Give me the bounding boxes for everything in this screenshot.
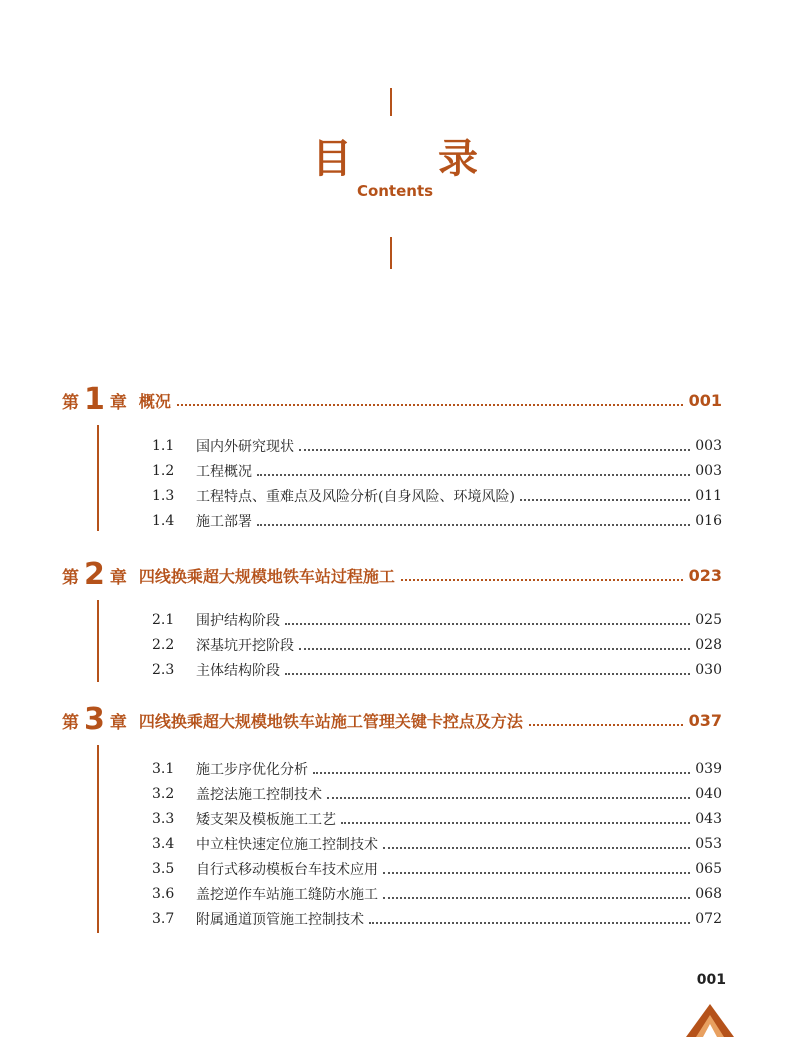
section-title: 自行式移动模板台车技术应用 [196,862,378,878]
leader-dots [313,772,690,774]
toc-entry[interactable] [152,809,722,829]
section-page: 016 [695,513,722,529]
chapter-bar [97,600,99,682]
toc-entry[interactable] [152,884,722,904]
toc-entry[interactable] [152,610,722,630]
chapter-page: 001 [688,390,722,410]
section-number: 3.2 [152,786,175,802]
leader-dots [285,673,690,675]
leader-dots [327,797,690,799]
toc-entry[interactable] [152,859,722,879]
toc-entry[interactable] [152,909,722,929]
leader-dots [341,822,690,824]
leader-dots [285,623,690,625]
section-page: 003 [695,438,722,454]
section-title: 盖挖逆作车站施工缝防水施工 [196,887,378,903]
section-title: 国内外研究现状 [196,439,294,455]
chapter-bar [97,745,99,933]
chapter-prefix: 第 [62,712,79,733]
section-number: 3.4 [152,836,175,852]
section-page: 065 [695,861,722,877]
triangle-logo-icon [685,1002,735,1037]
leader-dots [401,579,683,581]
chapter-prefix: 第 [62,567,79,588]
section-number: 1.2 [152,463,175,479]
section-page: 011 [695,488,722,504]
page-title: 目录 [312,136,564,182]
page-subtitle: Contents [356,182,434,200]
toc-entry[interactable] [152,511,722,531]
title-divider-bottom [390,237,392,269]
chapter-suffix: 章 [109,712,127,733]
chapter-suffix: 章 [109,567,127,588]
leader-dots [257,474,690,476]
section-page: 028 [695,637,722,653]
leader-dots [177,404,683,406]
section-number: 3.3 [152,811,175,827]
leader-dots [383,847,690,849]
chapter-number: 1 [84,382,105,417]
leader-dots [383,897,690,899]
section-title: 工程特点、重难点及风险分析(自身风险、环境风险) [196,489,515,505]
leader-dots [299,648,690,650]
chapter-bar [97,425,99,531]
section-number: 3.1 [152,761,175,777]
chapter-number: 2 [84,557,105,592]
section-title: 主体结构阶段 [196,663,280,679]
leader-dots [257,524,690,526]
section-page: 003 [695,463,722,479]
section-page: 053 [695,836,722,852]
section-page: 043 [695,811,722,827]
section-number: 1.4 [152,513,175,529]
section-page: 072 [695,911,722,927]
section-number: 2.3 [152,662,175,678]
section-number: 1.3 [152,488,175,504]
chapter-heading[interactable] [62,702,722,737]
section-number: 2.2 [152,637,175,653]
chapter-heading[interactable] [62,557,722,592]
toc-entry[interactable] [152,486,722,506]
chapter-page: 023 [688,565,722,585]
toc-entry[interactable] [152,759,722,779]
toc-entry[interactable] [152,635,722,655]
section-page: 039 [695,761,722,777]
toc-entry[interactable] [152,436,722,456]
section-title: 中立柱快速定位施工控制技术 [196,837,378,853]
chapter-heading[interactable] [62,382,722,417]
toc-entry[interactable] [152,660,722,680]
section-number: 1.1 [152,438,175,454]
chapter-prefix: 第 [62,392,79,413]
section-title: 围护结构阶段 [196,613,280,629]
section-title: 矮支架及模板施工工艺 [196,812,336,828]
section-title: 施工步序优化分析 [196,762,308,778]
chapter-title: 概况 [138,391,171,411]
title-divider-top [390,88,392,116]
leader-dots [383,872,690,874]
section-title: 盖挖法施工控制技术 [196,787,322,803]
chapter-title: 四线换乘超大规模地铁车站施工管理关键卡控点及方法 [138,711,523,731]
leader-dots [299,449,690,451]
chapter-suffix: 章 [109,392,127,413]
section-title: 施工部署 [196,514,252,530]
toc-entry[interactable] [152,461,722,481]
section-page: 025 [695,612,722,628]
page-number: 001 [696,972,726,988]
section-number: 3.5 [152,861,175,877]
section-page: 040 [695,786,722,802]
leader-dots [529,724,683,726]
section-number: 2.1 [152,612,175,628]
section-title: 深基坑开挖阶段 [196,638,294,654]
chapter-page: 037 [688,710,722,730]
toc-entry[interactable] [152,784,722,804]
section-title: 附属通道顶管施工控制技术 [196,912,364,928]
leader-dots [369,922,690,924]
section-page: 030 [695,662,722,678]
leader-dots [520,499,690,501]
section-number: 3.7 [152,911,175,927]
toc-entry[interactable] [152,834,722,854]
section-page: 068 [695,886,722,902]
chapter-number: 3 [84,702,105,737]
section-title: 工程概况 [196,464,252,480]
chapter-title: 四线换乘超大规模地铁车站过程施工 [138,566,395,586]
section-number: 3.6 [152,886,175,902]
